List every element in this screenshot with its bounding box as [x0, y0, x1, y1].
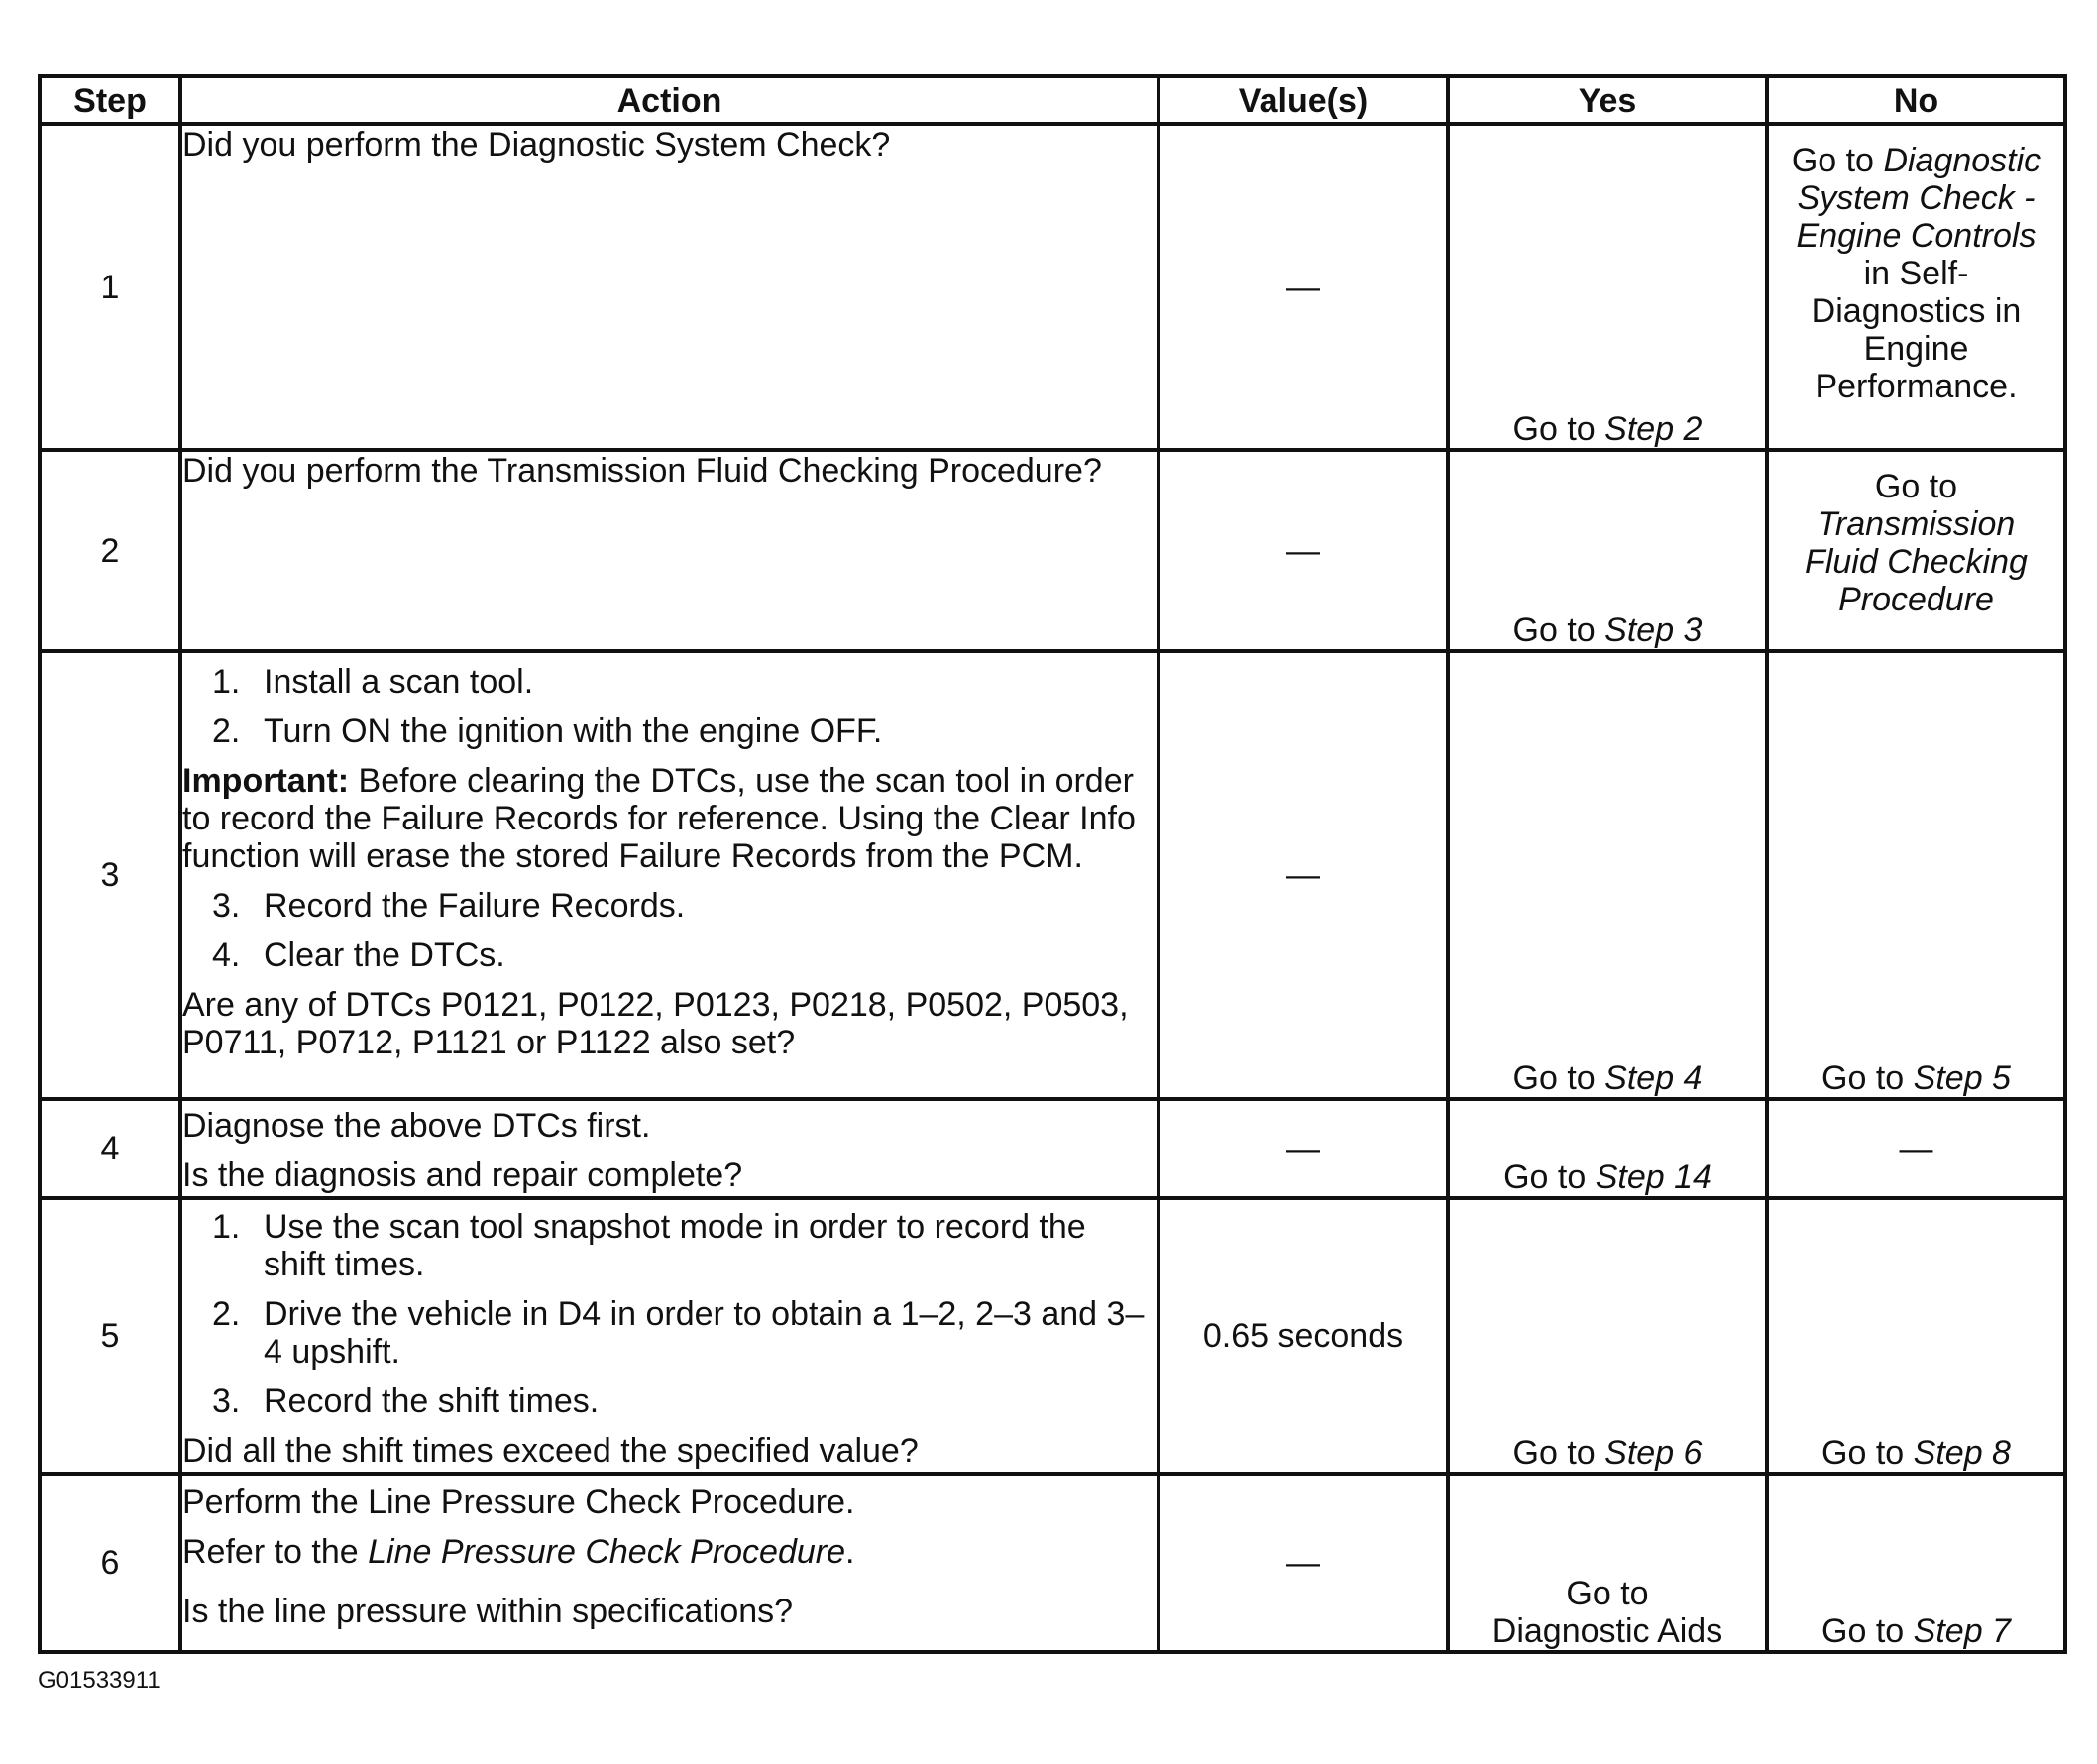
- list-number: 2.: [212, 1295, 241, 1333]
- action-cell: [180, 124, 1159, 450]
- no-cell: [1767, 1198, 2065, 1474]
- no-link-diagnostic-system-check[interactable]: Diagnostic System Check - Engine Controls: [1796, 142, 2042, 255]
- action-text: Did you perform the Diagnostic System Check?: [182, 126, 891, 164]
- list-text: Record the Failure Records.: [264, 887, 686, 925]
- table-row-step-3: [40, 651, 2065, 1099]
- important-note: [182, 762, 1157, 875]
- action-cell: [180, 651, 1159, 1099]
- no-link-fluid-checking[interactable]: Transmission Fluid Checking Procedure: [1805, 505, 2028, 618]
- diagnostic-aids-link[interactable]: Diagnostic Aids: [1491, 1612, 1723, 1650]
- list-text: Install a scan tool.: [264, 663, 534, 701]
- list-number: 3.: [212, 1382, 241, 1420]
- action-list-item: [182, 1295, 1157, 1371]
- list-text: Turn ON the ignition with the engine OFF.: [264, 713, 883, 750]
- yes-prefix: Go to: [1512, 410, 1596, 448]
- list-text: Clear the DTCs.: [264, 937, 505, 974]
- yes-step-link[interactable]: Step 6: [1604, 1434, 1703, 1472]
- list-number: 2.: [212, 713, 241, 750]
- yes-prefix: Go to: [1512, 611, 1596, 649]
- no-cell: [1767, 124, 2065, 450]
- yes-cell: [1448, 450, 1767, 651]
- step-number: 1: [40, 124, 180, 450]
- table-row-step-6: [40, 1474, 2065, 1652]
- table-row-step-2: [40, 450, 2065, 651]
- yes-step-link[interactable]: Step 3: [1604, 611, 1703, 649]
- value-cell: —: [1159, 1474, 1448, 1652]
- line-pressure-procedure-link[interactable]: Line Pressure Check Procedure: [368, 1533, 846, 1571]
- action-list-item: [182, 663, 1157, 701]
- table-header-row: [40, 76, 2065, 124]
- header-no: No: [1767, 76, 2065, 124]
- no-suffix: in Self-Diagnostics in Engine Performance.: [1811, 255, 2022, 405]
- step-number: 5: [40, 1198, 180, 1474]
- action-question: Is the diagnosis and repair complete?: [182, 1157, 743, 1194]
- yes-prefix: Go to: [1566, 1575, 1649, 1612]
- value-cell: —: [1159, 124, 1448, 450]
- action-list-item: [182, 713, 1157, 750]
- action-cell: [180, 450, 1159, 651]
- value-cell: 0.65 seconds: [1159, 1198, 1448, 1474]
- action-list-item: [182, 1382, 1157, 1420]
- figure-id-caption: G01533911: [38, 1667, 161, 1694]
- yes-prefix: Go to: [1503, 1158, 1587, 1196]
- action-cell: [180, 1474, 1159, 1652]
- reference-suffix: .: [845, 1533, 855, 1571]
- header-yes: Yes: [1448, 76, 1767, 124]
- yes-cell: [1448, 1198, 1767, 1474]
- yes-prefix: Go to: [1512, 1434, 1596, 1472]
- action-question: Are any of DTCs P0121, P0122, P0123, P0218, P0502, P0503, P0711, P0712, P1121 or P1122 also set?: [182, 986, 1129, 1061]
- action-list-item: [182, 887, 1157, 925]
- step-number: 2: [40, 450, 180, 651]
- step-number: 3: [40, 651, 180, 1099]
- header-action: Action: [180, 76, 1159, 124]
- yes-cell: [1448, 1474, 1767, 1652]
- no-cell: [1767, 450, 2065, 651]
- action-cell: [180, 1099, 1159, 1198]
- list-text: Record the shift times.: [264, 1382, 600, 1420]
- action-question: Did all the shift times exceed the specified value?: [182, 1432, 919, 1470]
- value-cell: —: [1159, 450, 1448, 651]
- value-cell: —: [1159, 651, 1448, 1099]
- action-question: Is the line pressure within specifications?: [182, 1593, 794, 1630]
- action-list-item: [182, 937, 1157, 974]
- yes-cell: [1448, 651, 1767, 1099]
- action-text: Diagnose the above DTCs first.: [182, 1107, 651, 1145]
- value-cell: —: [1159, 1099, 1448, 1198]
- list-text: Use the scan tool snapshot mode in order to record the shift times.: [264, 1208, 1086, 1283]
- yes-step-link[interactable]: Step 4: [1604, 1059, 1703, 1097]
- no-cell: [1767, 651, 2065, 1099]
- no-step-link[interactable]: Step 5: [1913, 1059, 2011, 1097]
- header-values: Value(s): [1159, 76, 1448, 124]
- yes-prefix: Go to: [1512, 1059, 1596, 1097]
- no-prefix: Go to: [1821, 1434, 1905, 1472]
- diagnostic-table: [38, 74, 2067, 1654]
- list-number: 1.: [212, 663, 241, 701]
- step-number: 6: [40, 1474, 180, 1652]
- action-reference: [182, 1533, 1157, 1571]
- no-step-link[interactable]: Step 8: [1913, 1434, 2011, 1472]
- no-prefix: Go to: [1791, 142, 1874, 179]
- no-prefix: Go to: [1874, 468, 1958, 505]
- important-text: Before clearing the DTCs, use the scan tool in order to record the Failure Records for reference. Using the Clear Info function will erase the stored Failure Records from the PCM.: [182, 762, 1136, 875]
- yes-cell: [1448, 124, 1767, 450]
- no-step-link[interactable]: Step 7: [1913, 1612, 2011, 1650]
- header-step: Step: [40, 76, 180, 124]
- table-row-step-1: [40, 124, 2065, 450]
- list-number: 4.: [212, 937, 241, 974]
- yes-step-link[interactable]: Step 2: [1604, 410, 1703, 448]
- no-prefix: Go to: [1821, 1059, 1905, 1097]
- yes-cell: [1448, 1099, 1767, 1198]
- step-number: 4: [40, 1099, 180, 1198]
- no-cell: [1767, 1474, 2065, 1652]
- no-cell: —: [1767, 1099, 2065, 1198]
- yes-step-link[interactable]: Step 14: [1595, 1158, 1711, 1196]
- list-number: 3.: [212, 887, 241, 925]
- list-number: 1.: [212, 1208, 241, 1246]
- table-row-step-5: [40, 1198, 2065, 1474]
- action-text: Did you perform the Transmission Fluid Checking Procedure?: [182, 452, 1102, 490]
- action-text: Perform the Line Pressure Check Procedure.: [182, 1484, 855, 1521]
- no-prefix: Go to: [1821, 1612, 1905, 1650]
- reference-prefix: Refer to the: [182, 1533, 359, 1571]
- action-list-item: [182, 1208, 1157, 1283]
- table-row-step-4: [40, 1099, 2065, 1198]
- list-text: Drive the vehicle in D4 in order to obtain a 1–2, 2–3 and 3–4 upshift.: [264, 1295, 1145, 1371]
- important-label: Important:: [182, 762, 350, 800]
- action-cell: [180, 1198, 1159, 1474]
